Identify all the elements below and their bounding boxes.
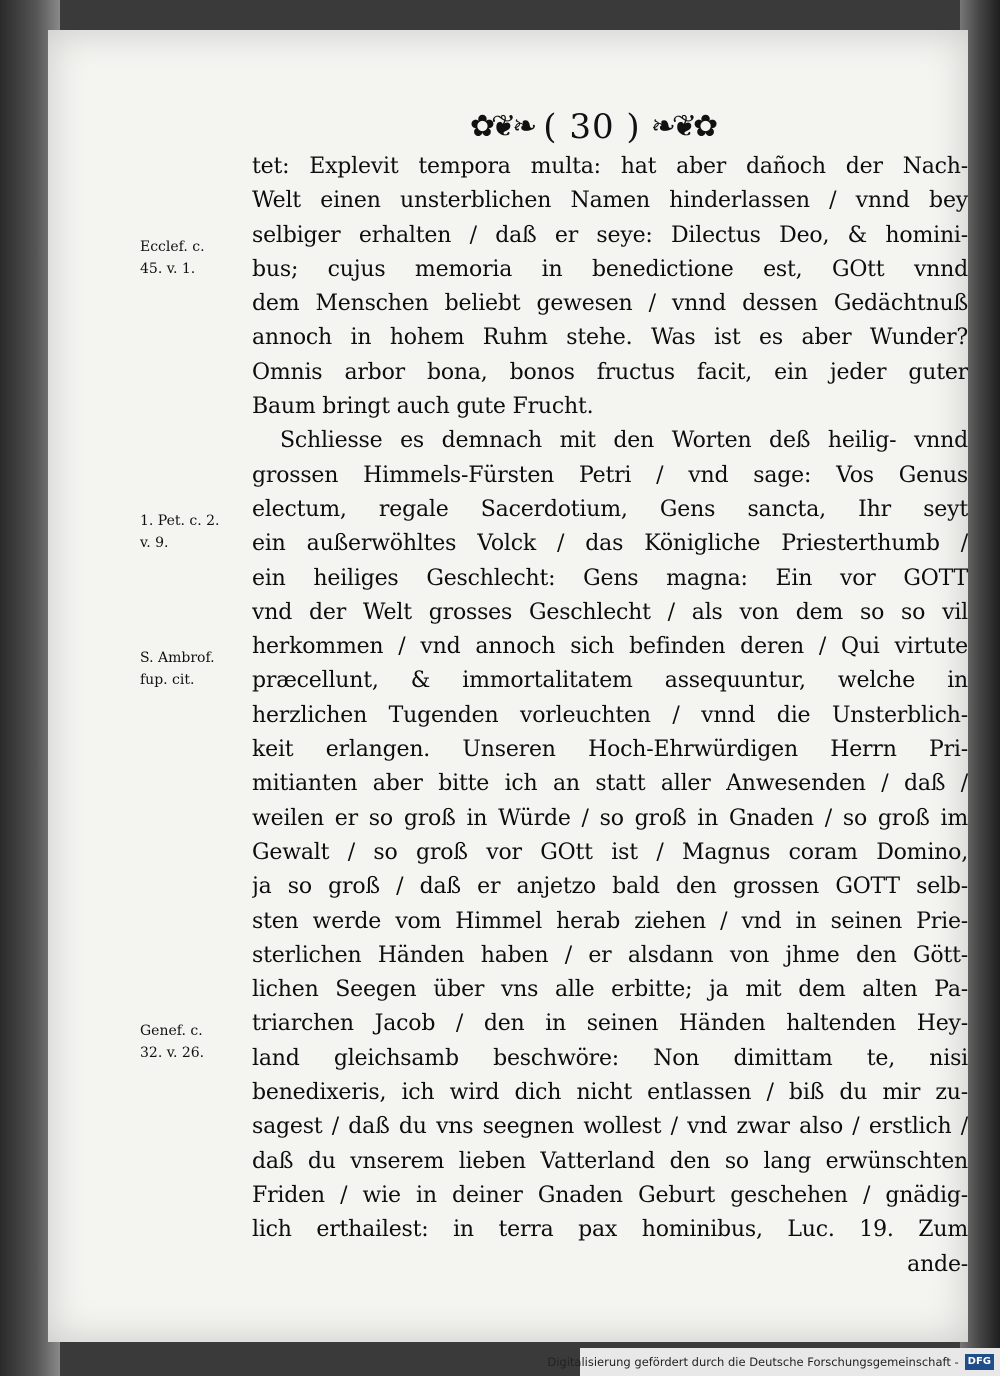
text-line: Schliesse es demnach mit den Worten deß heilig- vnnd bbox=[280, 428, 968, 454]
catchword: ande- bbox=[907, 1251, 968, 1277]
ornament-left-icon: ✿❦❧ bbox=[469, 109, 534, 144]
text-line: lichen Seegen über vns alle erbitte; ja mit dem alten Pa- bbox=[252, 977, 968, 1003]
page-header bbox=[432, 102, 752, 152]
text-line: annoch in hohem Ruhm stehe. Was ist es aber Wunder? bbox=[252, 325, 968, 351]
text-line: bus; cujus memoria in benedictione est, GOtt vnnd bbox=[252, 256, 968, 282]
margin-note bbox=[140, 647, 215, 691]
page-number: ( 30 ) bbox=[543, 107, 641, 147]
digitization-footer bbox=[547, 1348, 1000, 1376]
margin-note-line: Genef. c. bbox=[140, 1023, 203, 1039]
text-line: land gleichsamb beschwöre: Non dimittam te, nisi bbox=[252, 1045, 968, 1071]
margin-note-line: 45. v. 1. bbox=[140, 261, 196, 277]
text-line: Gewalt / so groß vor GOtt ist / Magnus coram Domino, bbox=[252, 839, 968, 865]
text-line: triarchen Jacob / den in seinen Händen haltenden Hey- bbox=[252, 1011, 968, 1037]
text-line: herzlichen Tugenden vorleuchten / vnnd die Unsterblich- bbox=[252, 702, 968, 728]
text-line: benedixeris, ich wird dich nicht entlassen / biß du mir zu- bbox=[252, 1080, 968, 1106]
margin-note-line: Ecclef. c. bbox=[140, 239, 205, 255]
text-line: electum, regale Sacerdotium, Gens sancta, Ihr seyt bbox=[252, 496, 968, 522]
text-line: Baum bringt auch gute Frucht. bbox=[252, 394, 594, 420]
text-line: sagest / daß du vns seegnen wollest / vnd zwar also / erstlich / bbox=[252, 1114, 968, 1140]
text-line: tet: Explevit tempora multa: hat aber dañoch der Nach- bbox=[252, 154, 968, 179]
margin-note-line: fup. cit. bbox=[140, 672, 195, 688]
text-line: Omnis arbor bona, bonos fructus facit, ein jeder guter bbox=[252, 359, 968, 385]
margin-note bbox=[140, 1020, 204, 1064]
text-line: mitianten aber bitte ich an statt aller Anwesenden / daß / bbox=[252, 771, 968, 797]
margin-note-line: v. 9. bbox=[140, 535, 169, 551]
text-line: vnd der Welt grosses Geschlecht / als von dem so so vil bbox=[252, 599, 968, 625]
text-line: ein heiliges Geschlecht: Gens magna: Ein vor GOTT bbox=[252, 565, 968, 591]
text-line: ja so groß / daß er anjetzo bald den grossen GOTT selb- bbox=[252, 874, 968, 900]
ornament-right-icon: ❧❦✿ bbox=[650, 109, 715, 144]
text-line: herkommen / vnd annoch sich befinden deren / Qui virtute bbox=[252, 634, 968, 660]
margin-note bbox=[140, 236, 205, 280]
text-line: weilen er so groß in Würde / so groß in Gnaden / so groß im bbox=[252, 805, 968, 831]
margin-note-line: 32. v. 26. bbox=[140, 1045, 205, 1061]
text-line: sterlichen Händen haben / er alsdann von jhme den Gött- bbox=[252, 942, 968, 968]
dfg-logo: DFG bbox=[965, 1354, 994, 1370]
body-text bbox=[252, 150, 968, 1282]
text-line: keit erlangen. Unseren Hoch-Ehrwürdigen Herrn Pri- bbox=[252, 737, 968, 763]
footer-credit: Digitalisierung gefördert durch die Deutsche Forschungsgemeinschaft - bbox=[547, 1355, 959, 1369]
text-line: Welt einen unsterblichen Namen hinderlassen / vnnd bey bbox=[252, 188, 968, 214]
text-line: lich erthailest: in terra pax hominibus, Luc. 19. Zum bbox=[252, 1217, 968, 1243]
text-line: sten werde vom Himmel herab ziehen / vnd in seinen Prie- bbox=[252, 908, 968, 934]
text-line: grossen Himmels-Fürsten Petri / vnd sage: Vos Genus bbox=[252, 462, 968, 488]
text-line: selbiger erhalten / daß er seye: Dilectus Deo, & homini- bbox=[252, 222, 968, 248]
text-line: dem Menschen beliebt gewesen / vnnd dessen Gedächtnuß bbox=[252, 291, 968, 317]
text-line: ein außerwöhltes Volck / das Königliche Priesterthumb / bbox=[252, 531, 968, 557]
margin-note-line: 1. Pet. c. 2. bbox=[140, 513, 220, 529]
text-line: Friden / wie in deiner Gnaden Geburt geschehen / gnädig- bbox=[252, 1182, 968, 1208]
margin-note-line: S. Ambrof. bbox=[140, 650, 215, 666]
text-line: daß du vnserem lieben Vatterland den so lang erwünschten bbox=[252, 1148, 968, 1174]
margin-note bbox=[140, 510, 220, 554]
text-line: præcellunt, & immortalitatem assequuntur, welche in bbox=[252, 668, 968, 694]
